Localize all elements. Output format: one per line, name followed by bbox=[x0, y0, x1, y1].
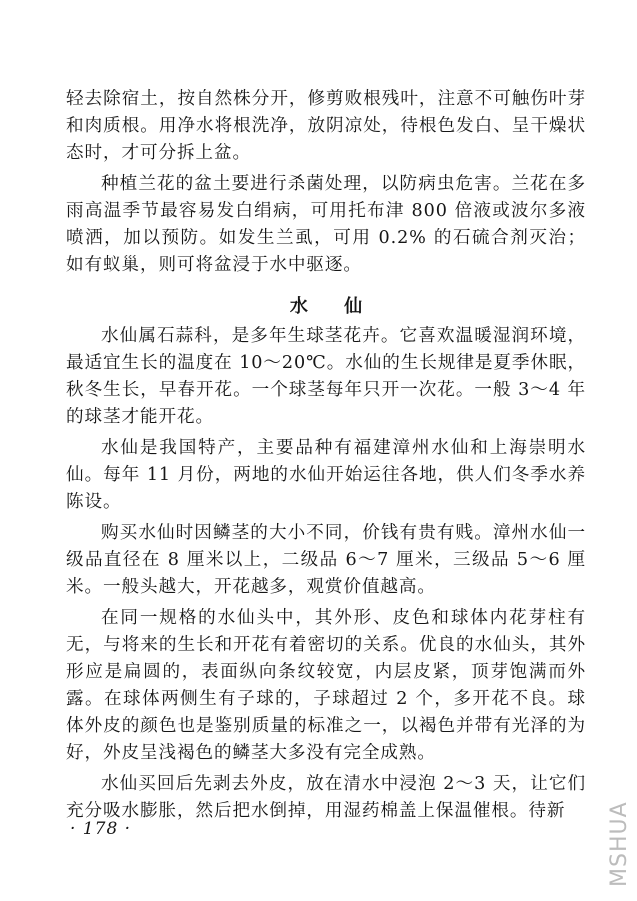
section-title-narcissus: 水 仙 bbox=[289, 296, 363, 317]
page-body bbox=[66, 86, 586, 829]
paragraph-continued: 轻去除宿土，按自然株分开，修剪败根残叶，注意不可触伤叶芽和肉质根。用净水将根洗净，放阴凉处，待根色发白、呈干燥状态时，才可分拆上盆。 bbox=[66, 89, 586, 163]
paragraph-narcissus-care: 水仙买回后先剥去外皮，放在清水中浸泡 2～3 天，让它们充分吸水膨胀，然后把水倒掉，用湿药棉盖上保温催根。待新 bbox=[66, 774, 586, 821]
page-number: · 178 · bbox=[70, 819, 132, 839]
paragraph-narcissus-quality: 在同一规格的水仙头中，其外形、皮色和球体内花芽柱有无，与将来的生长和开花有着密切的关系。优良的水仙头，其外形应是扁圆的，表面纵向条纹较宽，内层皮紧，顶芽饱满而外露。在球体两侧生有子球的，子球超过 2 个，多开花不良。球体外皮的颜色也是鉴别质量的标准之一，以褐色并带有光泽的为好，外皮呈浅褐色的鳞茎大多没有完全成熟。 bbox=[66, 608, 586, 763]
paragraph-orchid-soil: 种植兰花的盆土要进行杀菌处理，以防病虫危害。兰花在多雨高温季节最容易发白绢病，可用托布津 800 倍液或波尔多液喷洒，加以预防。如发生兰虱，可用 0.2% 的石硫合剂灭治；如有蚁巢，则可将盆浸于水中驱逐。 bbox=[66, 174, 586, 275]
paragraph-narcissus-intro: 水仙属石蒜科，是多年生球茎花卉。它喜欢温暖湿润环境，最适宜生长的温度在 10～20℃。水仙的生长规律是夏季休眠，秋冬生长，早春开花。一个球茎每年只开一次花。一般 3～4 年的球茎才能开花。 bbox=[66, 326, 586, 427]
watermark-logo: MSHUA bbox=[607, 801, 632, 887]
paragraph-narcissus-buying: 购买水仙时因鳞茎的大小不同，价钱有贵有贱。漳州水仙一级品直径在 8 厘米以上，二级品 6～7 厘米，三级品 5～6 厘米。一般头越大，开花越多，观赏价值越高。 bbox=[66, 523, 586, 597]
paragraph-narcissus-varieties: 水仙是我国特产，主要品种有福建漳州水仙和上海崇明水仙。每年 11 月份，两地的水仙开始运往各地，供人们冬季水养陈设。 bbox=[66, 438, 586, 512]
